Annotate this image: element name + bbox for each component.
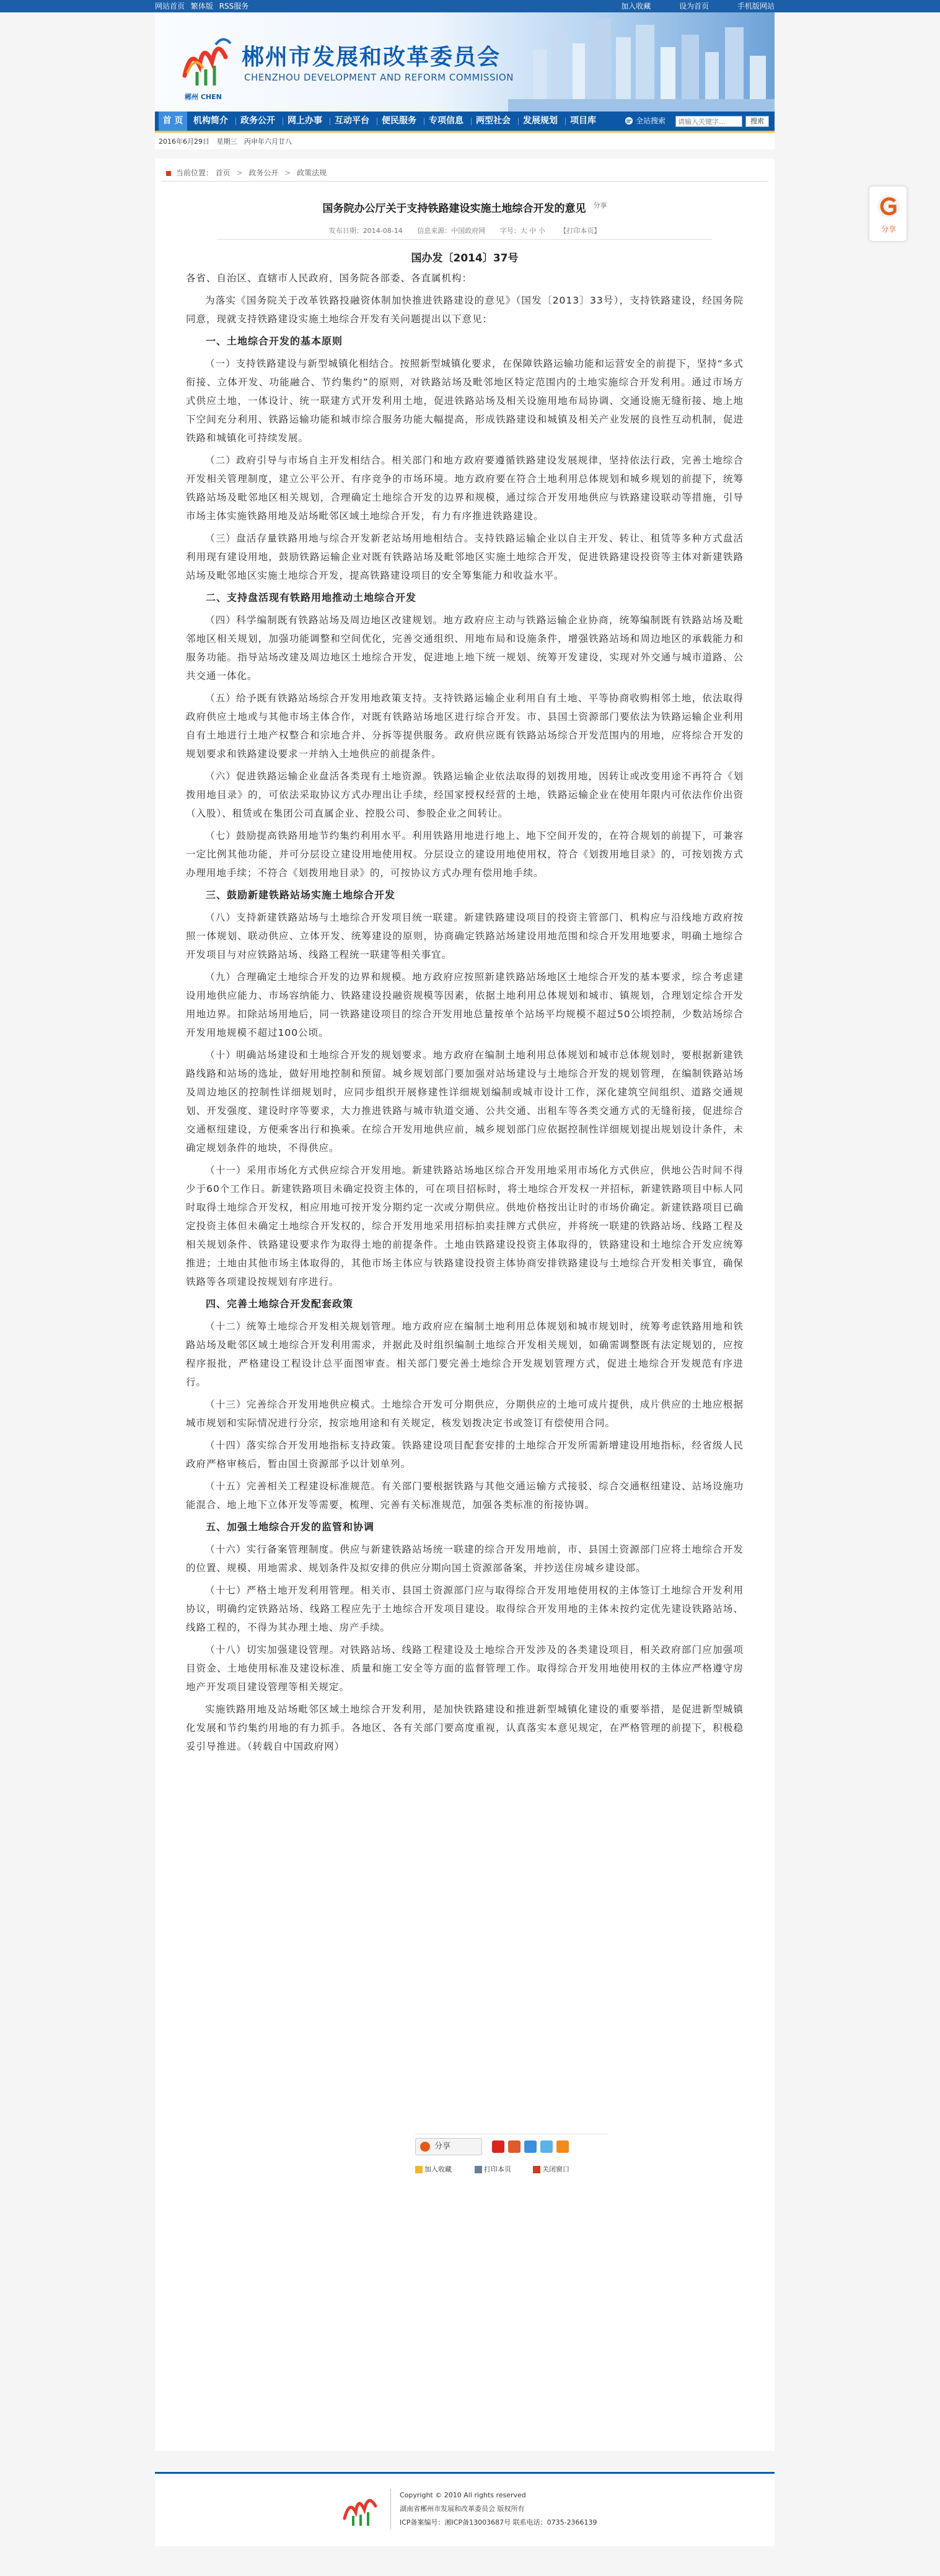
nav-item-special-info[interactable]: 专项信息	[429, 116, 463, 126]
close-window-tool[interactable]	[533, 2164, 569, 2174]
top-right-links	[595, 0, 775, 12]
icp-text: ICP备案编号：湘ICP备13003687号 联系电话：0735-2366139	[400, 2518, 597, 2526]
site-footer	[155, 2472, 775, 2546]
article-title: 国务院办公厅关于支持铁路建设实施土地综合开发的意见	[322, 203, 586, 215]
breadcrumb-government-affairs[interactable]: 政务公开	[248, 169, 279, 177]
share-button[interactable]	[415, 2138, 482, 2155]
paragraph: （三）盘活存量铁路用地与综合开发新老站场用地相结合。支持铁路运输企业以自主开发、转让、租赁等多种方式盘活利用现有建设用地，鼓励铁路运输企业对既有铁路站场及毗邻地区实施土地综合开发，促进铁路建设投资等主体对新建铁路站场及毗邻地区实施土地综合开发，提高铁路建设项目的安全筹集能力和收益水平。	[186, 533, 744, 581]
section-heading: 三、鼓励新建铁路站场实施土地综合开发	[206, 889, 396, 901]
paragraph: 为落实《国务院关于改革铁路投融资体制加快推进铁路建设的意见》（国发〔2013〕33号），支持铁路建设，经国务院同意，现就支持铁路建设实施土地综合开发有关问题提出以下意见：	[186, 295, 744, 325]
nav-divider	[518, 118, 519, 125]
paragraph: （十三）完善综合开发用地供应模式。土地综合开发可分期供应，分期供应的土地可成片提供，成片供应的土地应根据城市规划和实际情况进行分宗，按宗地用途和有关规定，核发划拨决定书或签订有偿使用合同。	[186, 1399, 744, 1429]
logo-text: 郴州	[185, 93, 198, 101]
search-label: 全站搜索	[636, 116, 666, 125]
publish-date: 发布日期：2014-08-14	[328, 227, 403, 235]
location-icon	[166, 171, 171, 176]
print-page-link[interactable]: 【打印本页】	[560, 227, 601, 235]
paragraph: （十四）落实综合开发用地指标支持政策。铁路建设项目配套安排的土地综合开发所需新增建设用地指标，经省级人民政府严格审核后，暂由国土资源部予以计划单列。	[186, 1440, 744, 1470]
weibo-icon[interactable]	[508, 2140, 521, 2153]
paragraph: （十八）切实加强建设管理。对铁路站场、线路工程建设及土地综合开发涉及的各类建设项目，相关政府部门应加强项目资金、土地使用标准及建设标准、质量和施工安全等方面的监督管理工作。取得综合开发用地使用权的主体应严格遵守房地产开发项目建设管理等相关规定。	[186, 1644, 744, 1693]
close-icon	[533, 2166, 540, 2173]
add-favorite-label: 加入收藏	[424, 2165, 452, 2173]
paragraph: （十六）实行备案管理制度。供应与新建铁路站场统一联建的综合开发用地前，市、县国土资源部门应将土地综合开发的位置、规模、用地需求、规划条件及拟安排的供应分期向国土资源部备案，并抄送住房城乡建设部。	[186, 1544, 744, 1574]
nav-divider	[471, 118, 472, 125]
paragraph: （七）鼓励提高铁路用地节约集约利用水平。利用铁路用地进行地上、地下空间开发的，在符合规划的前提下，可兼容一定比例其他功能，并可分层设立建设用地使用权。分层设立的建设用地使用权，符合《划拨用地目录》的，可按划拨方式办理用地手续；不符合《划拨用地目录》的，可按协议方式办理有偿用地手续。	[186, 830, 744, 878]
nav-item-home[interactable]: 首 页	[159, 112, 187, 131]
article-meta	[155, 226, 775, 235]
site-header	[155, 12, 775, 112]
divider	[161, 181, 768, 182]
main-navigation	[155, 112, 775, 133]
font-size-switch[interactable]: 字号：大 中 小	[499, 227, 545, 235]
search-input[interactable]	[675, 116, 742, 127]
section-heading: 五、加强土地综合开发的监管和协调	[206, 1521, 375, 1533]
nav-item-interaction[interactable]: 互动平台	[335, 116, 369, 126]
pdf-icon[interactable]	[492, 2140, 504, 2153]
nav-item-online-services[interactable]: 网上办事	[288, 116, 322, 126]
site-title: 郴州市发展和改革委员会	[242, 45, 501, 70]
nav-divider	[565, 118, 566, 125]
footer-info	[400, 2489, 597, 2530]
set-homepage-link[interactable]: 设为首页	[679, 2, 709, 11]
breadcrumb-home[interactable]: 首页	[215, 169, 231, 177]
nav-divider	[235, 118, 236, 125]
more-share-icon[interactable]	[556, 2140, 569, 2153]
search-button[interactable]: 搜索	[745, 116, 769, 127]
paragraph: （十五）完善相关工程建设标准规范。有关部门要根据铁路与其他交通运输方式接驳、综合交通枢纽建设、站场设施功能混合、地上地下立体开发等需要，梳理、完善有关标准规范，加强各类标准的衔接协调。	[186, 1481, 744, 1510]
star-icon	[415, 2166, 423, 2173]
section-heading: 四、完善土地综合开发配套政策	[206, 1298, 354, 1310]
printer-icon	[475, 2166, 482, 2173]
nav-item-two-oriented-society[interactable]: 两型社会	[476, 116, 511, 126]
top-left-links	[155, 2, 252, 11]
print-label: 打印本页	[484, 2165, 511, 2173]
lunar-date: 丙申年六月廿八	[244, 138, 292, 146]
nav-item-about[interactable]: 机构简介	[193, 116, 228, 126]
article-tools	[415, 2138, 601, 2175]
search-icon	[623, 116, 635, 127]
breadcrumb-prefix: 当前位置：	[175, 169, 213, 177]
paragraph: （一）支持铁路建设与新型城镇化相结合。按照新型城镇化要求，在保障铁路运输功能和运营安全的前提下，坚持“多式衔接、立体开发、功能融合、节约集约”的原则，对铁路站场及毗邻地区特定范围内的土地实施综合开发利用。通过市场方式供应土地，一体设计、统一联建方式开发利用土地，促进铁路站场及相关设施用地布局协调、交通设施无缝衔接、地上地下空间充分利用、铁路运输功能和城市综合服务功能大幅提高，形成铁路建设和城镇及相关产业发展的良性互动机制，促进铁路和城镇化可持续发展。	[186, 358, 744, 444]
copyright-text: Copyright © 2010 All rights reserved	[400, 2491, 526, 2499]
article-body	[186, 269, 744, 1759]
breadcrumb	[166, 167, 327, 178]
logo-latin: CHEN	[200, 93, 222, 101]
traditional-chinese-link[interactable]: 繁体版	[190, 2, 213, 11]
site-subtitle: CHENZHOU DEVELOPMENT AND REFORM COMMISSION	[244, 72, 514, 83]
top-utility-bar	[0, 0, 940, 12]
article-panel	[155, 159, 775, 2451]
article-title-row	[155, 199, 775, 215]
home-link[interactable]: 网站首页	[155, 2, 185, 11]
city-skyline-image	[508, 12, 775, 112]
footer-divider	[390, 2489, 391, 2530]
weekday: 星期三	[216, 138, 237, 146]
mobile-site-link[interactable]: 手机版网站	[737, 2, 775, 11]
divider	[217, 239, 713, 240]
paragraph: （九）合理确定土地综合开发的边界和规模。地方政府应按照新建铁路站场地区土地综合开发的基本要求，综合考虑建设用地供应能力、市场容纳能力、铁路建设投融资规模等因素，依据土地利用总体规划和城市、镇规划，合理划定综合开发用地边界。扣除站场用地后，同一铁路建设项目的综合开发用地总量按单个站场平均规模不超过50公顷控制，少数站场综合开发用地规模不超过100公顷。	[186, 971, 744, 1038]
paragraph: （四）科学编制既有铁路站场及周边地区改建规划。地方政府应主动与铁路运输企业协商，统筹编制既有铁路站场及毗邻地区相关规划，加强功能调整和空间优化，完善交通组织、用地布局和设施条件，增强铁路站场和周边地区的承载能力和服务功能。指导站场改建及周边地区土地综合开发，促进地上地下统一规划、统筹开发建设，实现对外交通与城市道路、公共交通一体化。	[186, 615, 744, 681]
nav-item-project-library[interactable]: 项目库	[570, 116, 596, 126]
share-button-label: 分享	[434, 2142, 451, 2151]
add-favorite-tool[interactable]	[415, 2164, 452, 2174]
share-icon	[420, 2142, 430, 2152]
current-date: 2016年6月29日	[159, 138, 209, 146]
print-tool[interactable]	[475, 2164, 511, 2174]
footer-logo-icon	[341, 2487, 382, 2531]
tencent-weibo-icon[interactable]	[540, 2140, 553, 2153]
paragraph: 实施铁路用地及站场毗邻区域土地综合开发利用，是加快铁路建设和推进新型城镇化建设的重要举措，是促进新型城镇化发展和节约集约用地的有力抓手。各地区、各有关部门要高度重视，认真落实本意见规定，在严格管理的前提下，积极稳妥引导推进。（转载自中国政府网）	[186, 1704, 744, 1752]
qzone-icon[interactable]	[524, 2140, 537, 2153]
paragraph: （十一）采用市场化方式供应综合开发用地。新建铁路站场地区综合开发用地采用市场化方式供应，供地公告时间不得少于60个工作日。新建铁路项目未确定投资主体的，可在项目招标时，将土地综合开发权一并招标，新建铁路项目中标人同时取得土地综合开发权，相应用地可按开发分期约定一次或分期供应。供地价格按出让时的市场价确定。新建铁路项目已确定投资主体但未确定土地综合开发权的，综合开发用地采用招标拍卖挂牌方式供应，并将统一联建的铁路站场、线路工程及相关规划条件、铁路建设要求作为取得土地的前提条件。土地由铁路建设投资主体取得的，铁路建设和土地综合开发应统筹推进；土地由其他市场主体取得的，其他市场主体应与铁路建设投资主体协商安排铁路建设与土地综合开发相关事宜，确保铁路等各项建设按规划有序进行。	[186, 1165, 744, 1287]
breadcrumb-separator: >	[284, 169, 291, 177]
section-heading: 一、土地综合开发的基本原则	[206, 335, 343, 347]
floating-share-label: 分享	[881, 225, 896, 234]
nav-item-government-affairs[interactable]: 政务公开	[240, 116, 275, 126]
logo-icon[interactable]	[178, 30, 235, 94]
close-window-label: 关闭窗口	[542, 2165, 569, 2173]
sponsor-text: 湖南省郴州市发展和改革委员会 版权所有	[400, 2505, 525, 2513]
paragraph: （二）政府引导与市场自主开发相结合。相关部门和地方政府要遵循铁路建设发展规律，坚持依法行政，完善土地综合开发相关管理制度，建立公平公开、有序竞争的市场环境。地方政府要在符合土地利用总体规划和城乡规划的前提下，统筹铁路站场及毗邻地区相关规划，合理确定土地综合开发的边界和规模，通过综合开发用地供应与铁路建设联动等措施，引导市场主体实施铁路用地及站场毗邻区域土地综合开发，有力有序推进铁路建设。	[186, 455, 744, 522]
nav-item-development-plan[interactable]: 发展规划	[523, 116, 558, 126]
paragraph: （十二）统筹土地综合开发相关规划管理。地方政府应在编制土地利用总体规划和城市规划时，统筹考虑铁路用地和铁路站场及毗邻区域土地综合开发利用需求，并据此及时组织编制土地综合开发相关规划，如确需调整既有法定规划的，应按程序报批，严格建设工程设计总平面图审查。相关部门要完善土地综合开发规划管理方式，促进土地综合开发规范有序进行。	[186, 1321, 744, 1388]
paragraph: （十）明确站场建设和土地综合开发的规划要求。地方政府在编制土地利用总体规划和城市总体规划时，要根据新建铁路线路和站场的选址，做好用地控制和预留。城乡规划部门要加强对站场建设与土地综合开发的规划管理，在编制铁路站场及周边地区的控制性详细规划时，应同步组织开展修建性详细规划编制或城市设计工作，深化建筑空间组织、道路交通规划、开发强度、建设时序等要求，大力推进铁路与城市轨道交通、公共交通、出租车等各类交通方式的无缝衔接，促进综合交通枢纽建设，方便乘客出行和换乘。在综合开发用地供应前，城乡规划部门应依据控制性详细规划提出规划设计条件，未确定规划条件的地块，不得供应。	[186, 1049, 744, 1154]
paragraph: （十七）严格土地开发利用管理。相关市、县国土资源部门应与取得综合开发用地使用权的主体签订土地综合开发利用协议，明确约定铁路站场、线路工程应先于土地综合开发项目建设。取得综合开发用地的主体未按约定优先建设铁路站场、线路工程的，不得为其办理土地、房产手续。	[186, 1585, 744, 1633]
share-tag[interactable]: 分享	[593, 201, 607, 210]
date-bar	[155, 134, 775, 149]
floating-share-widget[interactable]	[869, 186, 907, 242]
paragraph: （八）支持新建铁路站场与土地综合开发项目统一联建。新建铁路建设项目的投资主管部门、机构应与沿线地方政府按照一体规划、联动供应、立体开发、统筹建设的原则，协商确定铁路站场建设用地范围和综合开发用地要求，明确土地综合开发项目与对应铁路站场、线路工程统一联建等相关事宜。	[186, 912, 744, 960]
salutation: 各省、自治区、直辖市人民政府，国务院各部委、各直属机构：	[186, 273, 473, 284]
nav-item-public-services[interactable]: 便民服务	[382, 116, 416, 126]
paragraph: （五）给予既有铁路站场综合开发用地政策支持。支持铁路运输企业利用自有土地、平等协商收购相邻土地，依法取得政府供应土地或与其他市场主体合作，对既有铁路站场地区进行综合开发。市、县国土资源部门要依法为铁路运输企业利用自有土地进行土地产权整合和宗地合并、分拆等提供服务。政府供应既有铁路站场综合开发范围内的用地，应将综合开发的规划要求和铁路建设要求一并纳入土地供应的前提条件。	[186, 693, 744, 760]
document-number: 国办发〔2014〕37号	[411, 252, 519, 265]
breadcrumb-separator: >	[236, 169, 243, 177]
rss-link[interactable]: RSS服务	[219, 2, 249, 11]
paragraph: （六）促进铁路运输企业盘活各类现有土地资源。铁路运输企业依法取得的划拨用地，因转让或改变用途不再符合《划拨用地目录》的，可依法采取协议方式办理出让手续，经国家授权经营的土地，铁路运输企业在使用年限内可依法作价出资（入股）、租赁或在集团公司直属企业、控股公司、参股企业之间转让。	[186, 771, 744, 819]
share-icon	[876, 194, 901, 219]
breadcrumb-policy[interactable]: 政策法规	[297, 169, 327, 177]
add-favorite-link[interactable]: 加入收藏	[621, 2, 651, 11]
info-source: 信息来源：中国政府网	[417, 227, 486, 235]
section-heading: 二、支持盘活现有铁路用地推动土地综合开发	[206, 592, 417, 603]
